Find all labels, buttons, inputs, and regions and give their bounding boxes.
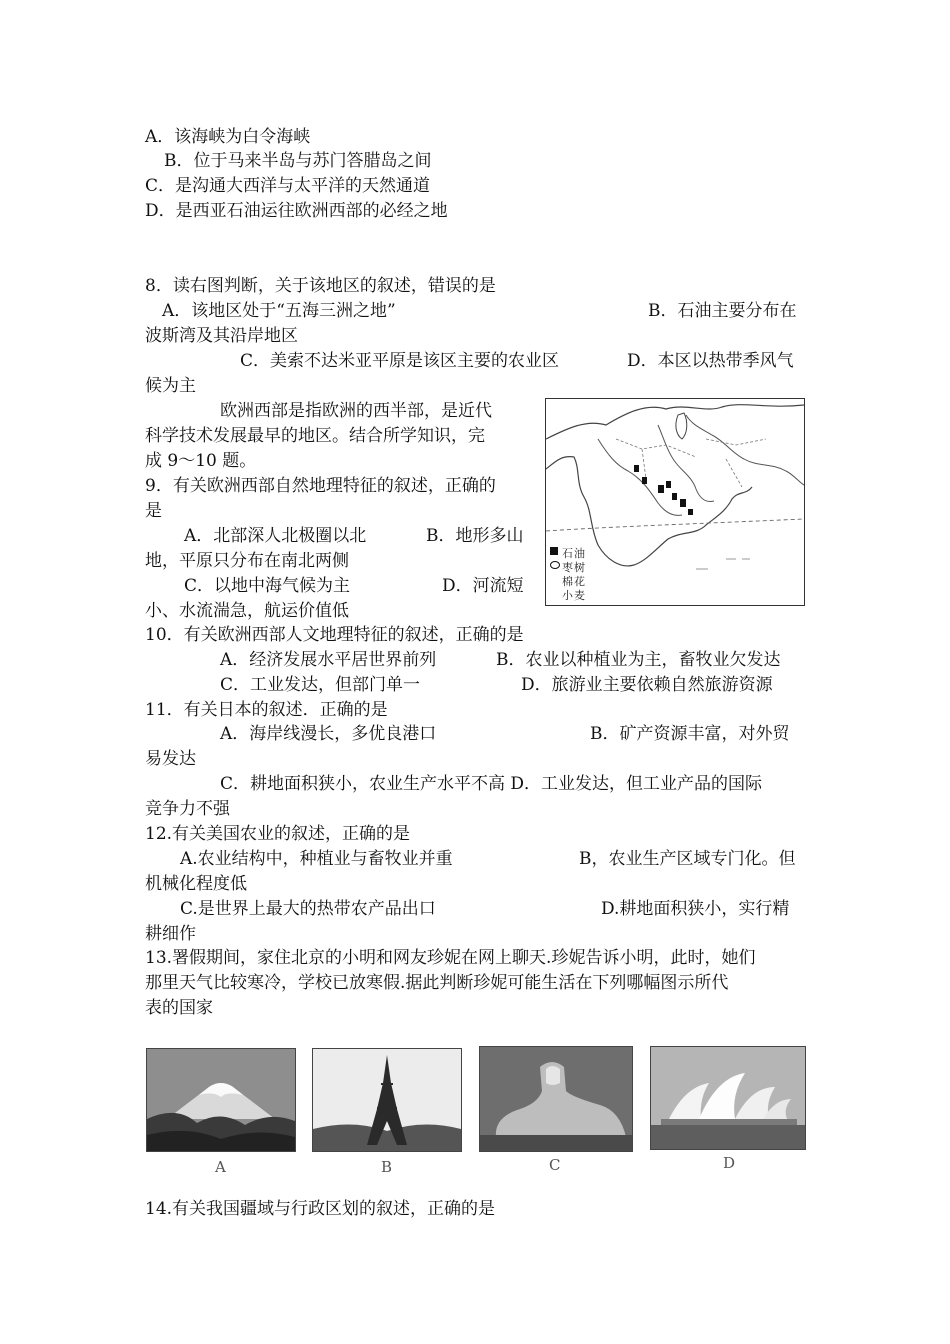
photo-d-sydney-opera-house [650,1046,806,1150]
q11-option-cd: C．耕地面积狭小，农业生产水平不高 D．工业发达，但工业产品的国际 [220,774,763,794]
q7-option-a: A．该海峡为白令海峡 [145,127,311,147]
photo-a-mount-fuji [146,1048,296,1152]
photo-a-label: A [215,1158,226,1176]
q8-option-d: D．本区以热带季风气 [627,351,794,371]
eiffel-tower-drawing [313,1049,461,1151]
q10-option-d: D．旅游业主要依赖自然旅游资源 [521,675,773,695]
q8-option-c: C．美索不达米亚平原是该区主要的农业区 [240,351,560,371]
legend-wheat-text2: 麦 [574,589,585,602]
q12-option-a: A.农业结构中，种植业与畜牧业并重 [180,849,453,869]
q12-option-d-cont: 耕细作 [145,924,196,944]
q11-option-a: A．海岸线漫长，多优良港口 [220,724,437,744]
q9-option-b: B．地形多山 [426,526,524,546]
photo-d-label: D [723,1154,736,1172]
q10-stem: 10．有关欧洲西部人文地理特征的叙述，正确的是 [145,625,524,645]
photo-c-label: C [549,1156,561,1174]
q8-option-d-cont: 候为主 [145,376,196,396]
q7-option-d: D．是西亚石油运往欧洲西部的必经之地 [145,201,448,221]
q14-stem: 14.有关我国疆域与行政区划的叙述，正确的是 [145,1199,496,1219]
q7-option-c: C．是沟通大西洋与太平洋的天然通道 [145,176,431,196]
photo-b-eiffel-tower [312,1048,462,1152]
q9-option-d: D．河流短 [442,576,524,596]
sphinx-drawing [480,1047,632,1151]
q9-stem-cont: 是 [145,501,162,521]
opera-house-drawing [651,1047,805,1149]
q7-option-b: B．位于马来半岛与苏门答腊岛之间 [164,151,432,171]
q11-option-d-cont: 竞争力不强 [145,799,230,819]
q12-option-d: D.耕地面积狭小，实行精 [601,899,790,919]
legend-date-marker [550,561,560,569]
q12-option-b: B，农业生产区域专门化。但 [579,849,796,869]
legend-cotton-text2: 花 [574,575,585,588]
q12-stem: 12.有关美国农业的叙述，正确的是 [145,824,411,844]
legend-cotton-text: 棉 [562,575,573,588]
map-legend [550,547,598,603]
legend-oil-text: 石 [562,547,573,560]
mount-fuji-drawing [147,1049,295,1151]
intro-line-3: 成 9～10 题。 [145,451,257,471]
q9-option-b-cont: 地，平原只分布在南北两侧 [145,551,349,571]
q13-line-1: 13.署假期间，家住北京的小明和网友珍妮在网上聊天.珍妮告诉小明，此时，她们 [145,948,756,968]
q9-stem: 9．有关欧洲西部自然地理特征的叙述，正确的 [145,476,496,496]
intro-line-1: 欧洲西部是指欧洲的西半部，是近代 [220,401,492,421]
q13-line-3: 表的国家 [145,998,213,1018]
q10-option-a: A．经济发展水平居世界前列 [220,650,437,670]
photo-b-label: B [381,1158,393,1176]
legend-oil-marker [550,547,558,555]
legend-wheat-text: 小 [562,589,573,602]
q12-option-b-cont: 机械化程度低 [145,874,247,894]
q8-option-b: B．石油主要分布在 [648,301,797,321]
middle-east-map [545,398,805,606]
q11-option-b-cont: 易发达 [145,749,196,769]
q12-option-c: C.是世界上最大的热带农产品出口 [180,899,436,919]
q8-option-a: A．该地区处于“五海三洲之地” [162,301,396,321]
q11-option-b: B．矿产资源丰富，对外贸 [590,724,790,744]
legend-date-text2: 树 [574,561,585,574]
photo-c-sphinx [479,1046,633,1152]
q10-option-b: B．农业以种植业为主，畜牧业欠发达 [496,650,781,670]
q9-option-d-cont: 小、水流湍急，航运价值低 [145,601,349,621]
q9-option-c: C．以地中海气候为主 [184,576,351,596]
q8-stem: 8．读右图判断，关于该地区的叙述，错误的是 [145,276,496,296]
q9-option-a: A．北部深人北极圈以北 [184,526,367,546]
legend-oil-text2: 油 [574,547,585,560]
q11-stem: 11．有关日本的叙述．正确的是 [145,700,388,720]
intro-line-2: 科学技术发展最早的地区。结合所学知识，完 [145,426,485,446]
legend-date-text: 枣 [562,561,573,574]
q8-option-b-cont: 波斯湾及其沿岸地区 [145,326,298,346]
q10-option-c: C．工业发达，但部门单一 [220,675,421,695]
q13-line-2: 那里天气比较寒冷，学校已放寒假.据此判断珍妮可能生活在下列哪幅图示所代 [145,973,729,993]
